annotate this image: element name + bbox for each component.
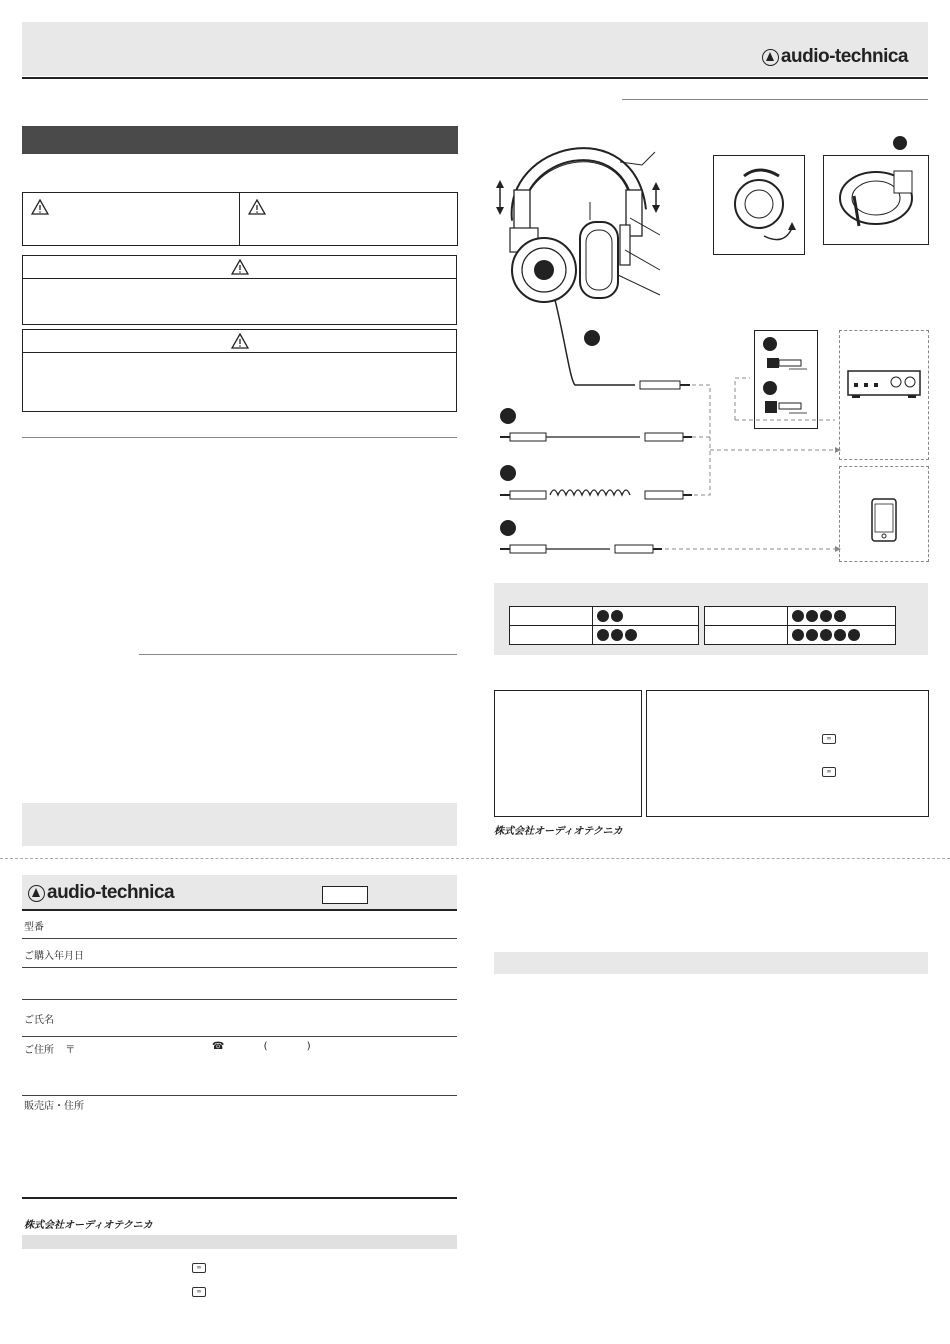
field-divider (22, 1036, 457, 1037)
amplifier-icon (840, 331, 928, 459)
cut-line (0, 858, 950, 859)
right-top-rule (622, 99, 928, 100)
caution-box-left (22, 192, 240, 246)
compat-band (494, 583, 928, 655)
warning-icon (231, 259, 249, 275)
amplifier-figure (839, 330, 929, 460)
field-purchase-date: ご購入年月日 (24, 951, 84, 962)
free-dial-icon: ∞ (822, 767, 836, 777)
field-divider (22, 1197, 457, 1199)
marker-dot (893, 136, 907, 150)
table-cell (593, 607, 699, 626)
phone-field (212, 1041, 311, 1052)
field-divider (22, 1095, 457, 1096)
warranty-footer-band (22, 1235, 457, 1249)
phone-icon: ☎ (212, 1041, 225, 1052)
left-rule-1 (22, 437, 457, 438)
table-cell (510, 626, 593, 645)
adapter-figure (754, 330, 818, 429)
earcup-illustration (714, 156, 804, 254)
table-row (705, 607, 896, 626)
paren-close: ) (306, 1041, 311, 1052)
adjust-arrow-left-icon (496, 180, 504, 215)
support-box-left (494, 690, 642, 817)
warning-icon (31, 199, 49, 215)
adapter-illustration (755, 331, 817, 428)
header-rule (22, 77, 928, 79)
table-cell (705, 626, 788, 645)
table-cell (705, 607, 788, 626)
caution-box (22, 329, 457, 412)
free-dial-icon: ∞ (192, 1263, 206, 1273)
field-divider (22, 938, 457, 939)
folded-headphone-illustration (824, 156, 928, 244)
table-cell (788, 607, 896, 626)
warranty-brand-text: audio-technica (47, 882, 175, 903)
marker-dot (500, 520, 516, 536)
free-dial-icon: ∞ (822, 734, 836, 744)
table-row (510, 626, 699, 645)
warranty-brand (28, 882, 174, 904)
table-cell (593, 626, 699, 645)
support-company-logo: 株式会社オーディオテクニカ (494, 826, 623, 837)
field-divider (22, 999, 457, 1000)
section-bar (22, 126, 458, 154)
table-cell (510, 607, 593, 626)
caution-box-right (239, 192, 458, 246)
warranty-company-logo: 株式会社オーディオテクニカ (24, 1220, 153, 1231)
brand-logo-icon (28, 885, 45, 902)
warning-icon (248, 199, 266, 215)
right-lower-band (494, 952, 928, 974)
compat-table-right (704, 606, 896, 645)
warning-box (22, 255, 457, 325)
field-model: 型番 (24, 922, 44, 933)
field-address (24, 1041, 75, 1056)
left-rule-2 (139, 654, 457, 655)
header-brand-text: audio-technica (780, 46, 908, 67)
warning-icon (231, 333, 249, 349)
serial-box[interactable] (322, 886, 368, 904)
field-name: ご氏名 (24, 1015, 54, 1026)
compat-table-left (509, 606, 699, 645)
postal-mark: 〒 (65, 1045, 76, 1056)
marker-dot (500, 465, 516, 481)
free-dial-icon: ∞ (192, 1287, 206, 1297)
smartphone-icon (840, 467, 928, 561)
table-row (510, 607, 699, 626)
note-box (22, 803, 457, 846)
table-row (705, 626, 896, 645)
field-divider (22, 967, 457, 968)
field-dealer: 販売店・住所 (24, 1101, 84, 1112)
brand-logo-icon (762, 49, 779, 66)
support-box-right (646, 690, 929, 817)
smartphone-figure (839, 466, 929, 562)
paren-open: ( (263, 1041, 268, 1052)
marker-dot (584, 330, 600, 346)
header-brand (762, 46, 908, 68)
folded-headphone-figure (823, 155, 929, 245)
field-address-label: ご住所 (24, 1045, 54, 1056)
marker-dot (500, 408, 516, 424)
table-cell (788, 626, 896, 645)
earcup-rotate-figure (713, 155, 805, 255)
adjust-arrow-right-icon (652, 182, 660, 213)
warranty-header (22, 875, 457, 911)
